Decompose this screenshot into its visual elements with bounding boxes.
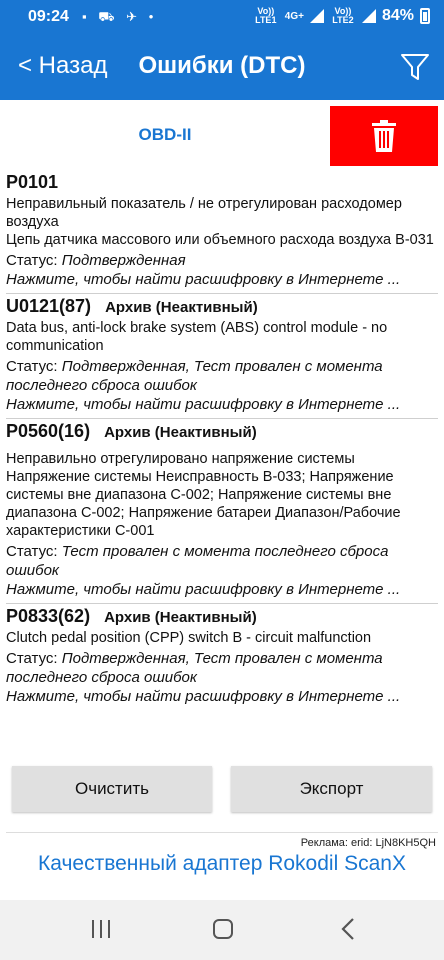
filter-icon[interactable]: [400, 52, 430, 82]
ad-banner-link[interactable]: Качественный адаптер Rokodil ScanX: [38, 852, 406, 875]
status-bar: [0, 0, 444, 34]
archive-label: Архив (Неактивный): [104, 609, 257, 626]
dtc-code: U0121(87): [6, 296, 92, 316]
status-time: 09:24: [28, 8, 69, 25]
status-value: Подтвержденная, Тест провален с момента последнего сброса ошибок: [6, 358, 383, 394]
code-row: [6, 421, 438, 442]
dtc-description: Неправильный показатель / не отрегулирован расходомер воздуха Цепь датчика массового или объемного расхода воздуха B-031: [6, 196, 434, 248]
status-value: Подтвержденная: [61, 252, 186, 269]
signal-sim1-label: Vo)) LTE1: [255, 6, 277, 25]
status-value: Тест провален с момента последнего сброса ошибок: [6, 543, 389, 579]
tab-bar: [0, 100, 444, 170]
dtc-description: Clutch pedal position (CPP) switch B - circuit malfunction: [6, 630, 372, 646]
ad-divider: [6, 832, 438, 833]
dtc-code: P0833(62): [6, 606, 91, 626]
app-bar: [0, 34, 444, 100]
dtc-item[interactable]: [6, 294, 438, 419]
status-label: Статус:: [6, 252, 62, 269]
notification-icons: ▪ ⛟ ✈ •: [82, 9, 158, 24]
status-label: Статус:: [6, 650, 62, 667]
status-label: Статус:: [6, 358, 62, 375]
back-button[interactable]: < Назад: [18, 52, 108, 79]
dtc-description: Data bus, anti-lock brake system (ABS) control module - no communication: [6, 320, 388, 354]
search-online-link[interactable]: Нажмите, чтобы найти расшифровку в Интернете ...: [6, 581, 401, 598]
clear-button[interactable]: Очистить: [12, 766, 212, 812]
ad-label: Реклама: erid: LjN8KH5QH: [300, 837, 436, 849]
code-row: [6, 606, 438, 627]
dtc-item[interactable]: [6, 419, 438, 604]
signal-prefix-label: 4G+: [284, 10, 304, 22]
page-title: Ошибки (DTC): [138, 52, 306, 79]
search-online-link[interactable]: Нажмите, чтобы найти расшифровку в Интернете ...: [6, 396, 401, 413]
status-label: Статус:: [6, 543, 62, 560]
dtc-status: [6, 542, 438, 580]
dtc-code: P0560(16): [6, 421, 91, 441]
battery-icon: [420, 8, 430, 24]
tab-obd-ii[interactable]: OBD-II: [138, 125, 192, 144]
dtc-item[interactable]: [6, 604, 438, 710]
recents-icon[interactable]: [90, 920, 112, 938]
delete-button[interactable]: [330, 106, 438, 166]
dtc-status: [6, 251, 438, 270]
back-nav-icon[interactable]: [338, 918, 358, 940]
battery-percent: 84%: [381, 7, 414, 24]
signal-sim2-icon: [362, 9, 376, 23]
dtc-description: Неправильно отрегулировано напряжение системы Напряжение системы Неисправность B-033; Напряжение системы вне диапазона C-002; Напряжение системы вне диапазона C-002; Напряжение батареи Диапазон/Рабочие характеристики C-001: [6, 451, 401, 539]
archive-label: Архив (Неактивный): [105, 299, 258, 316]
archive-label: Архив (Неактивный): [104, 424, 257, 441]
dtc-list: [0, 170, 444, 745]
signal-sim1-icon: [310, 9, 324, 23]
status-value: Подтвержденная, Тест провален с момента последнего сброса ошибок: [6, 650, 383, 686]
trash-icon: [372, 120, 396, 152]
code-row: [6, 172, 438, 193]
signal-sim2-label: Vo)) LTE2: [332, 6, 354, 25]
dtc-item[interactable]: [6, 170, 438, 294]
code-row: [6, 296, 438, 317]
status-right: [253, 7, 430, 25]
dtc-status: [6, 357, 438, 395]
search-online-link[interactable]: Нажмите, чтобы найти расшифровку в Интернете ...: [6, 271, 401, 288]
dtc-code: P0101: [6, 172, 59, 192]
action-buttons: [0, 760, 444, 820]
system-nav-bar: [0, 900, 444, 960]
search-online-link[interactable]: Нажмите, чтобы найти расшифровку в Интернете ...: [6, 688, 401, 705]
dtc-status: [6, 649, 438, 687]
export-button[interactable]: Экспорт: [231, 766, 432, 812]
home-icon[interactable]: [213, 919, 233, 939]
